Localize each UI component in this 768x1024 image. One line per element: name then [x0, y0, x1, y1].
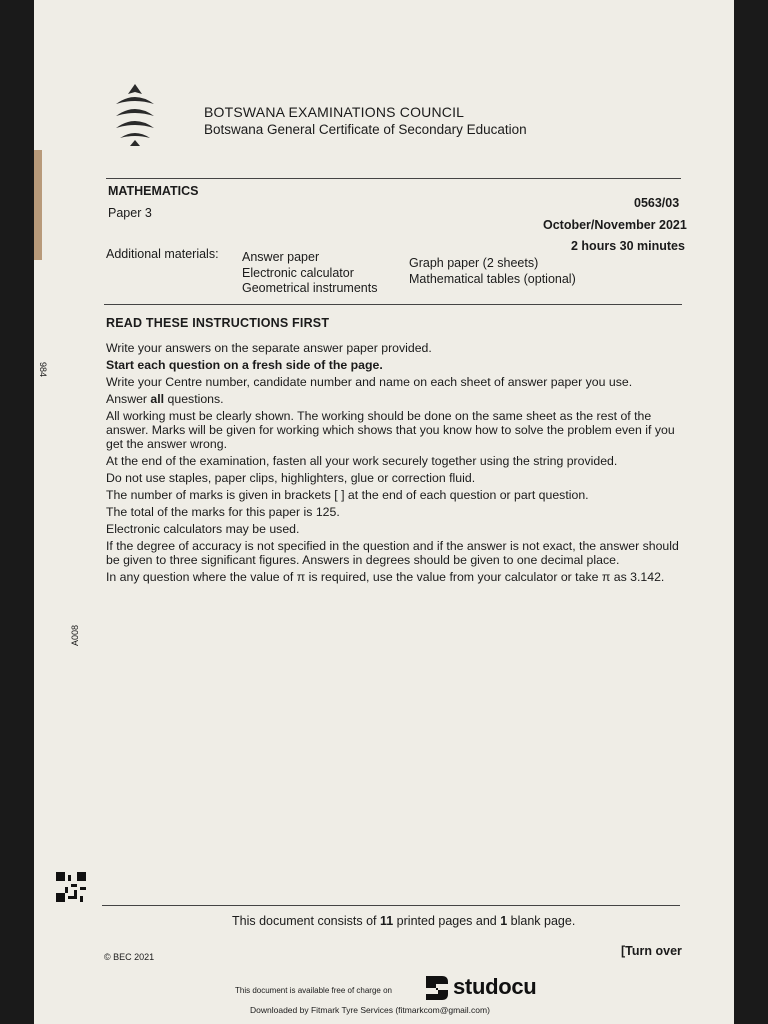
instruction-text: Answer [106, 392, 151, 407]
page-count-text: This document consists of [232, 914, 380, 928]
instruction-line: At the end of the examination, fasten all your work securely together using the string provided. [106, 453, 618, 468]
studocu-availability-note: This document is available free of charge on [235, 986, 392, 995]
qr-code-icon [56, 872, 86, 902]
side-mark-top: 984 [38, 362, 48, 378]
exam-session: October/November 2021 [543, 218, 687, 232]
instruction-line: The total of the marks for this paper is 125. [106, 504, 340, 519]
instruction-line: If the degree of accuracy is not specified in the question and if the answer is not exact, the answer should be given to three significant figures. Answers in degrees should be given to one decimal place. [106, 539, 679, 567]
footer-divider [102, 905, 680, 906]
header-divider [106, 178, 681, 179]
copyright-notice: © BEC 2021 [104, 952, 155, 962]
instruction-line: Write your Centre number, candidate number and name on each sheet of answer paper you use. [106, 375, 633, 390]
instruction-line: Electronic calculators may be used. [106, 522, 300, 537]
certificate-title: Botswana General Certificate of Secondary Education [204, 122, 527, 137]
material-item: Geometrical instruments [242, 281, 378, 295]
material-item: Mathematical tables (optional) [409, 271, 576, 286]
instruction-emphasis: all [150, 392, 165, 407]
material-item: Graph paper (2 sheets) [409, 256, 539, 270]
studocu-mark-icon [422, 972, 450, 1002]
materials-divider [104, 304, 682, 305]
paper-number: Paper 3 [108, 206, 152, 220]
page-count-text: blank page. [507, 914, 576, 928]
instruction-line: In any question where the value of π is required, use the value from your calculator or take π as 3.142. [106, 569, 665, 584]
materials-column-2 [409, 256, 576, 287]
instruction-text: questions. [164, 392, 224, 407]
side-mark-middle: A008 [70, 624, 80, 646]
material-item: Electronic calculator [242, 265, 354, 280]
instructions-list [106, 342, 686, 588]
instruction-line: The number of marks is given in brackets [ ] at the end of each question or part question. [106, 487, 589, 502]
blank-pages-count: 1 [500, 914, 508, 928]
instruction-line: Start each question on a fresh side of the page. [106, 358, 383, 373]
materials-column-1 [242, 250, 377, 297]
page-count-text: printed pages and [393, 914, 501, 928]
page-count-note [232, 914, 575, 928]
instructions-title: READ THESE INSTRUCTIONS FIRST [106, 316, 330, 330]
studocu-brand: studocu [453, 974, 537, 999]
council-name: BOTSWANA EXAMINATIONS COUNCIL [204, 104, 465, 120]
instruction-line: All working must be clearly shown. The working should be done on the same sheet as the rest of the answer. Marks will be given for working which shows that you know how to solve the problem even if you get the answer wrong. [106, 409, 675, 451]
printed-pages-count: 11 [379, 914, 394, 928]
additional-materials-label: Additional materials: [106, 247, 219, 261]
paper-edge-strip [34, 150, 42, 260]
paper-code: 0563/03 [634, 196, 680, 210]
instruction-line [106, 393, 686, 407]
exam-duration: 2 hours 30 minutes [571, 239, 685, 253]
studocu-logo [422, 972, 536, 1002]
turn-over-note: [Turn over [621, 944, 682, 958]
instruction-line: Write your answers on the separate answer paper provided. [106, 341, 432, 355]
download-attribution: Downloaded by Fitmark Tyre Services (fitmarkcom@gmail.com) [250, 1005, 490, 1015]
instruction-line: Do not use staples, paper clips, highlighters, glue or correction fluid. [106, 470, 476, 485]
bec-logo-icon [112, 82, 158, 148]
subject-title: MATHEMATICS [108, 184, 199, 198]
material-item: Answer paper [242, 250, 320, 264]
